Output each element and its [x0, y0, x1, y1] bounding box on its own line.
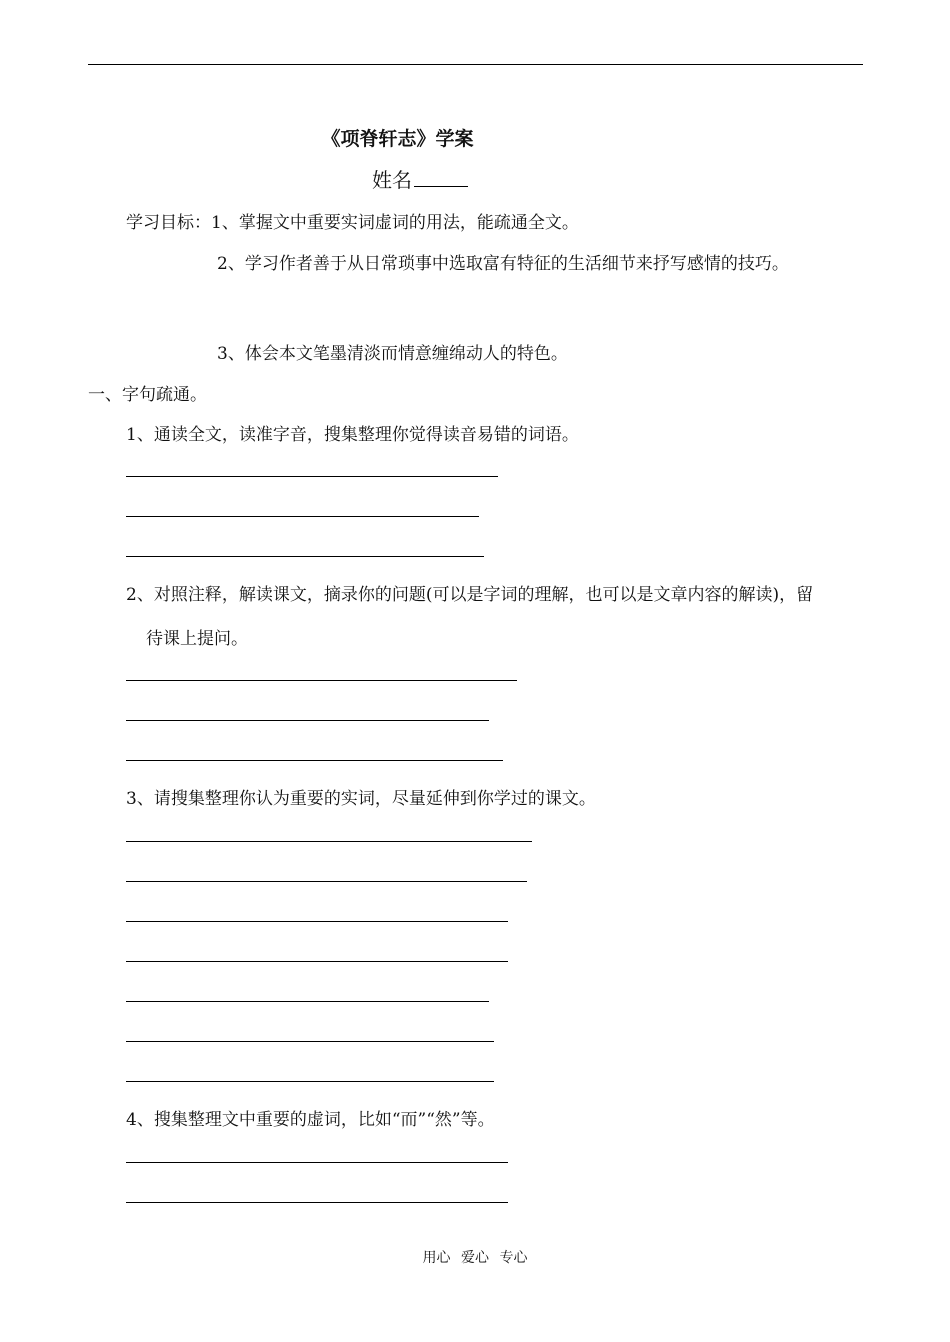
- name-label: 姓名: [372, 168, 412, 192]
- question-2: 2、对照注释，解读课文，摘录你的问题(可以是字词的理解，也可以是文章内容的解读)，留: [126, 585, 814, 605]
- objective-3: 3、体会本文笔墨清淡而情意缠绵动人的特色。: [217, 344, 568, 364]
- answer-line: [126, 1202, 508, 1203]
- answer-line: [126, 921, 508, 922]
- answer-line: [126, 1001, 489, 1002]
- name-field: [372, 164, 468, 193]
- question-3: 3、请搜集整理你认为重要的实词，尽量延伸到你学过的课文。: [126, 789, 596, 809]
- name-blank: [414, 166, 468, 187]
- document-title: 《项脊轩志》学案: [321, 128, 474, 150]
- answer-line: [126, 476, 498, 477]
- answer-line: [126, 1162, 508, 1163]
- objectives-label: 学习目标：: [126, 213, 211, 233]
- answer-line: [126, 720, 489, 721]
- question-2-continued: 待课上提问。: [146, 629, 248, 649]
- header-rule: [88, 64, 863, 65]
- answer-line: [126, 961, 508, 962]
- answer-line: [126, 881, 527, 882]
- question-1: 1、通读全文，读准字音，搜集整理你觉得读音易错的词语。: [126, 425, 579, 445]
- answer-line: [126, 1081, 494, 1082]
- answer-line: [126, 841, 532, 842]
- answer-line: [126, 516, 479, 517]
- objective-2: 2、学习作者善于从日常琐事中选取富有特征的生活细节来抒写感情的技巧。: [217, 254, 789, 274]
- page-footer: 用心 爱心 专心: [422, 1250, 528, 1266]
- answer-line: [126, 760, 503, 761]
- question-4: 4、搜集整理文中重要的虚词，比如“而”“然”等。: [126, 1110, 495, 1130]
- answer-line: [126, 556, 484, 557]
- objective-text: 1、掌握文中重要实词虚词的用法，能疏通全文。: [211, 213, 579, 233]
- section-heading: 一、字句疏通。: [88, 385, 207, 405]
- objective-1: [126, 208, 579, 233]
- answer-line: [126, 1041, 494, 1042]
- answer-line: [126, 680, 517, 681]
